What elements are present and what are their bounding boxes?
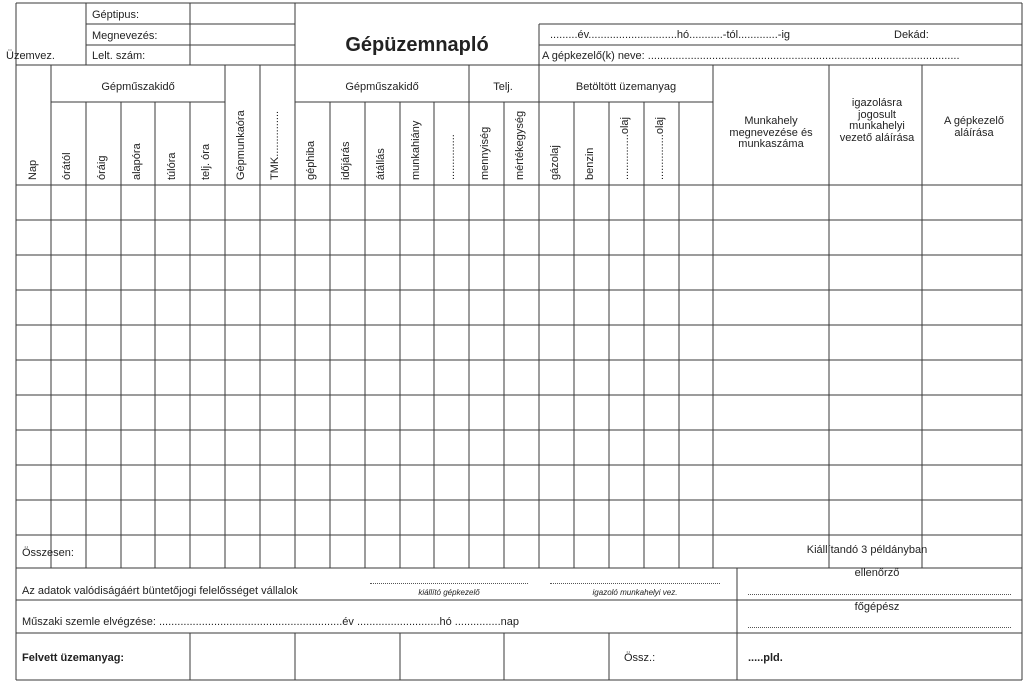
col-oil-2: ...............olaj (654, 117, 666, 180)
inspection-line: Műszaki szemle elvégzése: ............................................................év ...........................hó ...............nap (22, 616, 519, 628)
col-breakdown: géphiba (305, 140, 317, 180)
name-label: Megnevezés: (92, 30, 158, 42)
pieces-value: .....pld. (748, 652, 783, 664)
checker-signature-line (748, 594, 1011, 595)
col-day: Nap (27, 159, 39, 180)
inventory-label: Lelt. szám: (92, 50, 146, 62)
decade-label: Dekád: (894, 29, 929, 41)
col-no-work: munkahiány (410, 120, 422, 180)
col-weather: időjárás (340, 141, 352, 180)
col-petrol: benzin (584, 147, 596, 180)
col-oil-1: ...............olaj (619, 117, 631, 180)
chief-mechanic-signature-line (748, 627, 1011, 628)
col-to-hour: óráig (96, 155, 108, 180)
verifier-signature-line (550, 583, 720, 584)
operator-name-line: A gépkezelő(k) neve: ...................................................................................................... (542, 50, 960, 62)
total-label: Összesen: (22, 547, 74, 559)
col-operator-signature: A gépkezelő aláírása (944, 115, 1004, 139)
fuel-received-label: Felvett üzemanyag: (22, 652, 125, 664)
col-manager-signature: igazolásra jogosult munkahelyi vezető aláírása (839, 97, 915, 144)
issuer-caption: kiállító gépkezelő (418, 588, 480, 597)
machine-type-label: Géptipus: (92, 9, 140, 21)
group-machine-time-1: Gépműszakidő (101, 81, 175, 93)
verifier-caption: igazoló munkahelyi vez. (592, 588, 678, 597)
period-line: .........év.............................hó...........-tól.............-ig (550, 29, 791, 41)
chief-mechanic-label: főgépész (854, 601, 900, 613)
col-extra: ............... (445, 134, 457, 180)
checker-label: ellenőrző (854, 567, 900, 579)
group-fuel: Betöltött üzemanyag (575, 81, 677, 93)
col-unit: mértékegység (514, 110, 526, 180)
copies-note: Kiállítandó 3 példányban (806, 544, 928, 556)
col-perf-hour: telj. óra (200, 143, 212, 180)
unit-label: Üzemvez. (6, 50, 55, 62)
group-machine-time-2: Gépműszakidő (345, 81, 419, 93)
liability-statement: Az adatok valódiságáért büntetőjogi felelősséget vállalok (22, 585, 298, 597)
page-title: Gépüzemnapló (345, 34, 489, 56)
issuer-signature-line (370, 583, 528, 584)
col-diesel: gázolaj (549, 145, 561, 180)
col-overtime: túlóra (166, 152, 178, 180)
col-workplace: Munkahely megnevezése és munkaszáma (729, 115, 813, 151)
sum-label: Össz.: (624, 652, 656, 664)
col-quantity: mennyiség (479, 126, 491, 180)
col-machine-hours: Gépmunkaóra (235, 110, 247, 180)
col-transfer: átállás (375, 148, 387, 180)
group-performance: Telj. (493, 81, 513, 93)
col-tmk: TMK............... (269, 110, 281, 180)
col-base-hour: alapóra (131, 143, 143, 180)
col-from-hour: órától (61, 152, 73, 180)
